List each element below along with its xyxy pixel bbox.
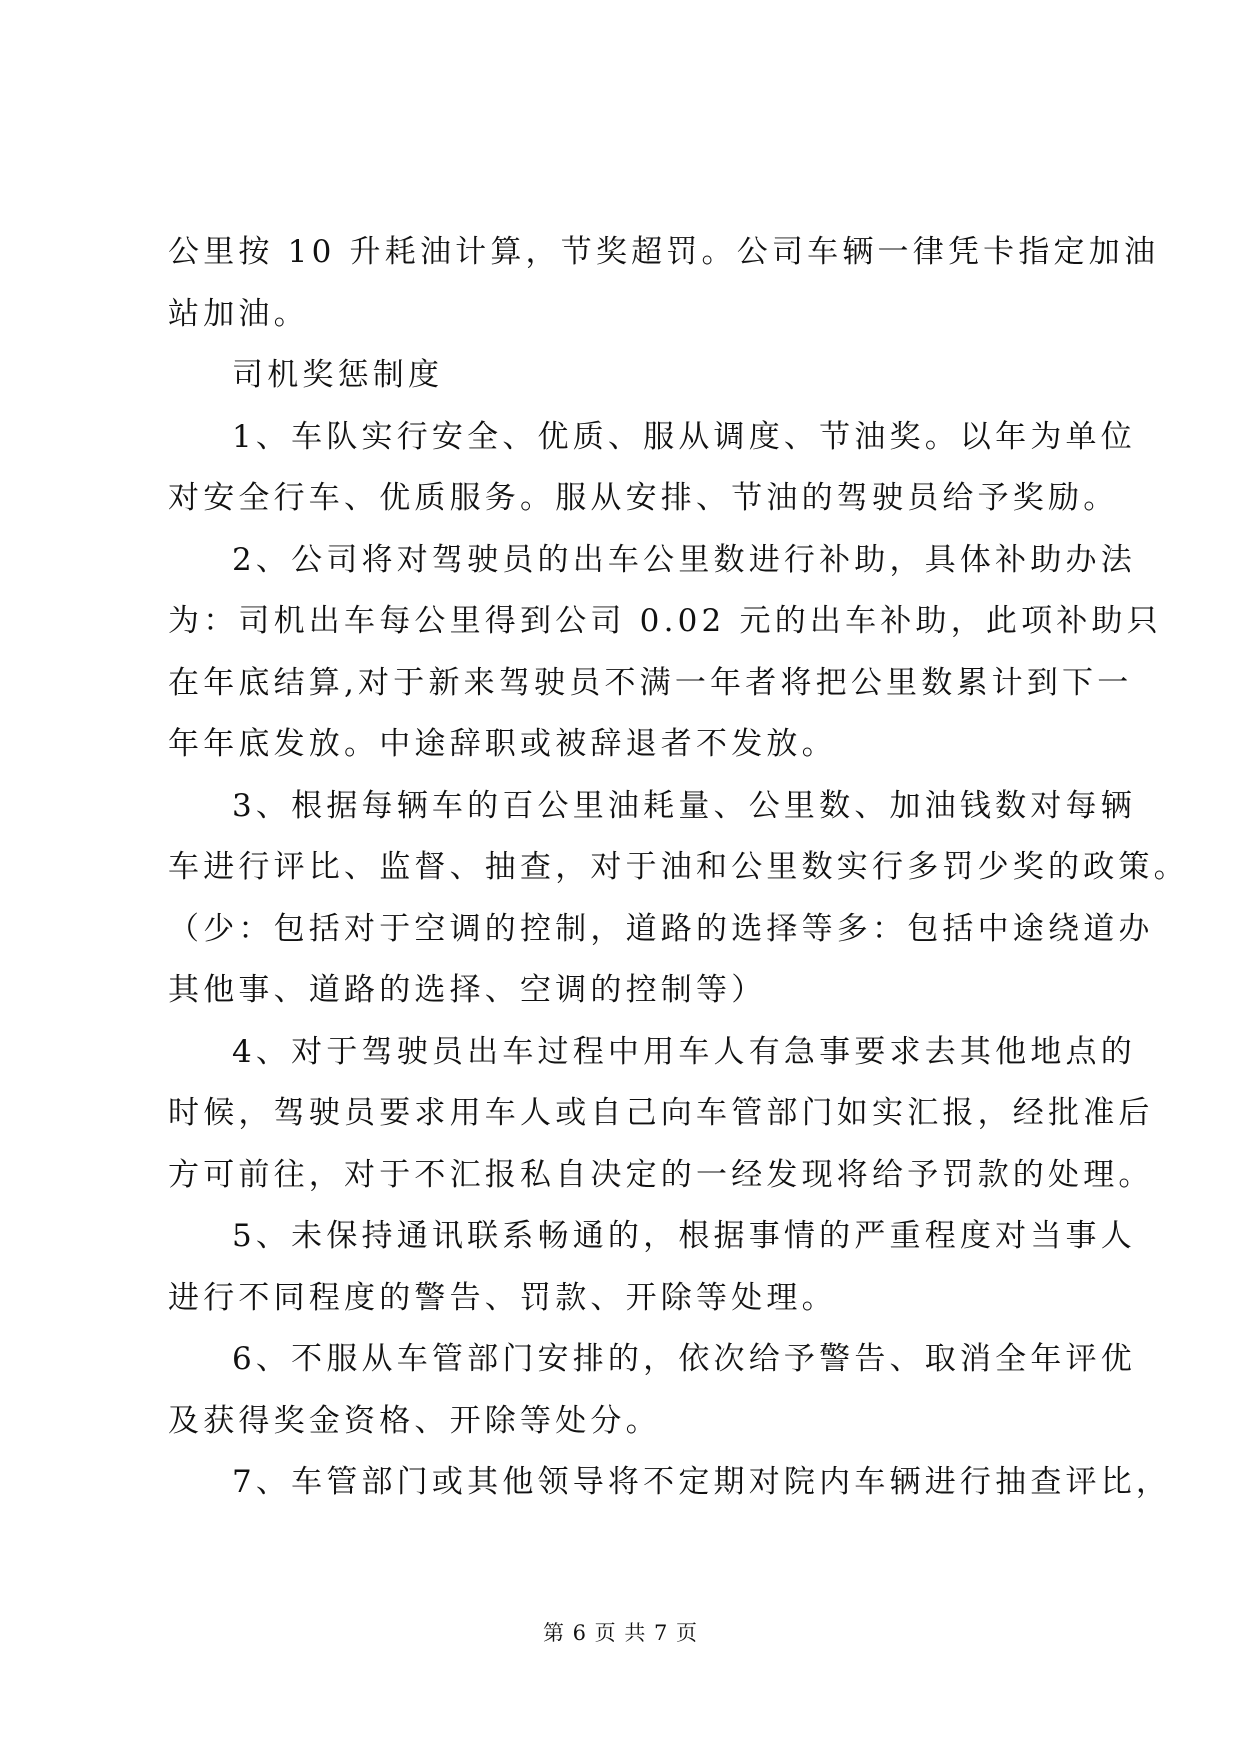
text-line: 6、不服从车管部门安排的，依次给予警告、取消全年评优 <box>232 1341 1136 1377</box>
text-line: 5、未保持通讯联系畅通的，根据事情的严重程度对当事人 <box>232 1218 1136 1254</box>
text-line: 公里按 10 升耗油计算，节奖超罚。公司车辆一律凭卡指定加油 <box>168 234 1160 270</box>
text-line: 3、根据每辆车的百公里油耗量、公里数、加油钱数对每辆 <box>232 787 1136 824</box>
text-line: 4、对于驾驶员出车过程中用车人有急事要求去其他地点的 <box>232 1033 1136 1070</box>
text-line: 2、公司将对驾驶员的出车公里数进行补助，具体补助办法 <box>232 541 1136 578</box>
text-line: 及获得奖金资格、开除等处分。 <box>168 1402 661 1439</box>
text-line: 对安全行车、优质服务。服从安排、节油的驾驶员给予奖励。 <box>168 480 1119 516</box>
document-body <box>168 232 1189 1524</box>
text-line: 为：司机出车每公里得到公司 0.02 元的出车补助，此项补助只 <box>168 603 1162 639</box>
text-line: 司机奖惩制度 <box>232 357 444 393</box>
text-line: （少：包括对于空调的控制，道路的选择等多：包括中途绕道办 <box>168 910 1154 947</box>
text-line: 车进行评比、监督、抽查，对于油和公里数实行多罚少奖的政策。 <box>168 849 1189 885</box>
text-line: 1、车队实行安全、优质、服从调度、节油奖。以年为单位 <box>232 418 1136 455</box>
text-line: 方可前往，对于不汇报私自决定的一经发现将给予罚款的处理。 <box>168 1156 1154 1193</box>
text-line: 站加油。 <box>168 295 309 332</box>
text-line: 在年底结算,对于新来驾驶员不满一年者将把公里数累计到下一 <box>168 664 1133 701</box>
page-footer: 第 6 页 共 7 页 <box>542 1621 699 1645</box>
text-line: 其他事、道路的选择、空调的控制等） <box>168 972 767 1008</box>
text-line: 年年底发放。中途辞职或被辞退者不发放。 <box>168 726 837 762</box>
text-line: 7、车管部门或其他领导将不定期对院内车辆进行抽查评比， <box>232 1464 1172 1500</box>
text-line: 时候，驾驶员要求用车人或自己向车管部门如实汇报，经批准后 <box>168 1095 1154 1131</box>
text-line: 进行不同程度的警告、罚款、开除等处理。 <box>168 1279 837 1316</box>
